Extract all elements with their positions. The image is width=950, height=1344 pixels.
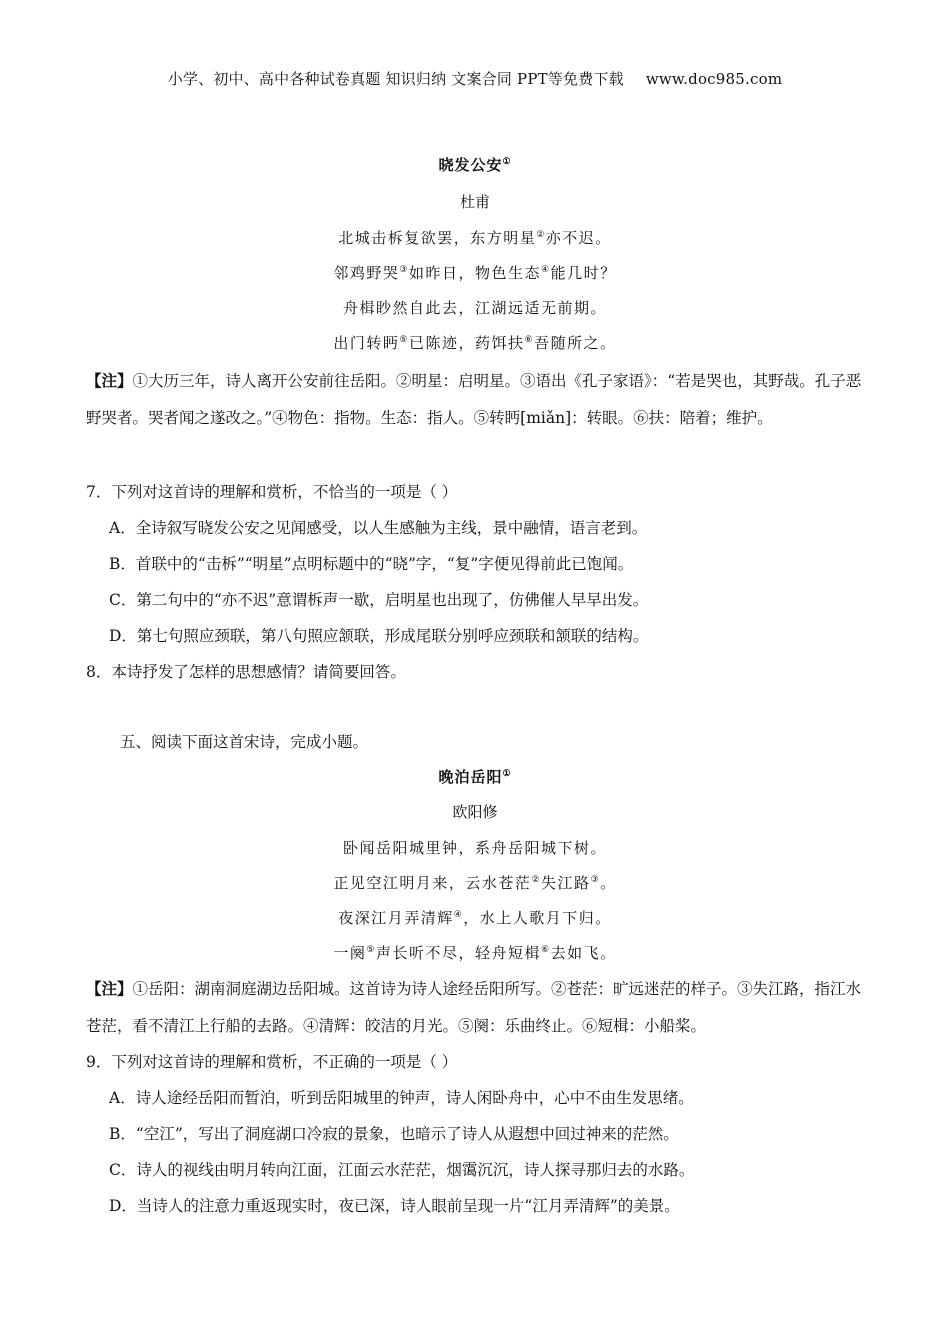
note-text: ①大历三年，诗人离开公安前往岳阳。②明星：启明星。③语出《孔子家语》：“若是哭也，其野哉。孔子恶野哭者。哭者闻之遂改之。”④物色：指物。生态：指人。⑤转眄[miǎn]：转眼。⑥扶：陪着；维护。 xyxy=(86,372,862,427)
poem2-line: 夜深江月弄清辉④，水上人歌月下归。 xyxy=(338,909,612,927)
poem2-line: 卧闻岳阳城里钟，系舟岳阳城下树。 xyxy=(342,839,607,857)
poem1-line: 北城击柝复欲罢，东方明星②亦不迟。 xyxy=(338,229,612,247)
question-7-option-b[interactable]: B．首联中的“击柝”“明星”点明标题中的“晓”字，“复”字便见得前此已饱闻。 xyxy=(109,555,634,573)
note-label: 【注】 xyxy=(86,979,133,998)
question-7-option-d[interactable]: D．第七句照应颈联，第八句照应颔联，形成尾联分别呼应颈联和颔联的结构。 xyxy=(109,627,649,645)
note-label: 【注】 xyxy=(86,371,133,390)
poem1-notes xyxy=(86,362,866,437)
section-5-intro: 五、阅读下面这首宋诗，完成小题。 xyxy=(120,733,369,751)
poem1-line: 舟楫眇然自此去，江湖远适无前期。 xyxy=(342,299,607,317)
poem1-line: 出门转眄⑤已陈迹，药饵扶⑥吾随所之。 xyxy=(333,334,617,352)
question-9-option-b[interactable]: B．“空江”，写出了洞庭湖口冷寂的景象，也暗示了诗人从遐想中回过神来的茫然。 xyxy=(109,1125,679,1143)
poem2-line: 一阕⑤声长听不尽，轻舟短楫⑥去如飞。 xyxy=(333,944,617,962)
poem2-notes xyxy=(86,970,866,1045)
page-header xyxy=(0,68,950,89)
question-9-option-a[interactable]: A．诗人途经岳阳而暂泊，听到岳阳城里的钟声，诗人闲卧舟中，心中不由生发思绪。 xyxy=(109,1089,694,1107)
poem1-author: 杜甫 xyxy=(459,193,490,211)
poem2-author: 欧阳修 xyxy=(452,803,498,821)
footnote-mark: ① xyxy=(502,157,512,167)
question-9-stem: 9．下列对这首诗的理解和赏析，不正确的一项是（ ） xyxy=(86,1053,458,1071)
header-text: 小学、初中、高中各种试卷真题 知识归纳 文案合同 PPT等免费下载 xyxy=(167,70,624,88)
poem1-line: 邻鸡野哭③如昨日，物色生态④能几时？ xyxy=(333,264,617,282)
question-7-option-a[interactable]: A．全诗叙写晓发公安之见闻感受，以人生感触为主线，景中融情，语言老到。 xyxy=(109,519,648,537)
poem2-title: 晚泊岳阳① xyxy=(438,768,512,786)
poem2-line: 正见空江明月来，云水苍茫②失江路③。 xyxy=(333,874,617,892)
question-9-option-d[interactable]: D．当诗人的注意力重返现实时，夜已深，诗人眼前呈现一片“江月弄清辉”的美景。 xyxy=(109,1197,680,1215)
note-text: ①岳阳：湖南洞庭湖边岳阳城。这首诗为诗人途经岳阳所写。②苍茫：旷远迷茫的样子。③失江路，指江水苍茫，看不清江上行船的去路。④清辉：皎洁的月光。⑤阕：乐曲终止。⑥短楫：小船桨。 xyxy=(86,980,862,1035)
question-9-option-c[interactable]: C．诗人的视线由明月转向江面，江面云水茫茫，烟霭沉沉，诗人探寻那归去的水路。 xyxy=(109,1161,695,1179)
footnote-mark: ① xyxy=(502,769,512,779)
question-7-option-c[interactable]: C．第二句中的“亦不迟”意谓柝声一歇，启明星也出现了，仿佛催人早早出发。 xyxy=(109,591,649,609)
question-7-stem: 7．下列对这首诗的理解和赏析，不恰当的一项是（ ） xyxy=(86,483,458,501)
poem1-title: 晓发公安① xyxy=(438,156,512,174)
header-url[interactable]: www.doc985.com xyxy=(645,70,783,88)
question-8-stem: 8．本诗抒发了怎样的思想感情？请简要回答。 xyxy=(86,663,406,681)
